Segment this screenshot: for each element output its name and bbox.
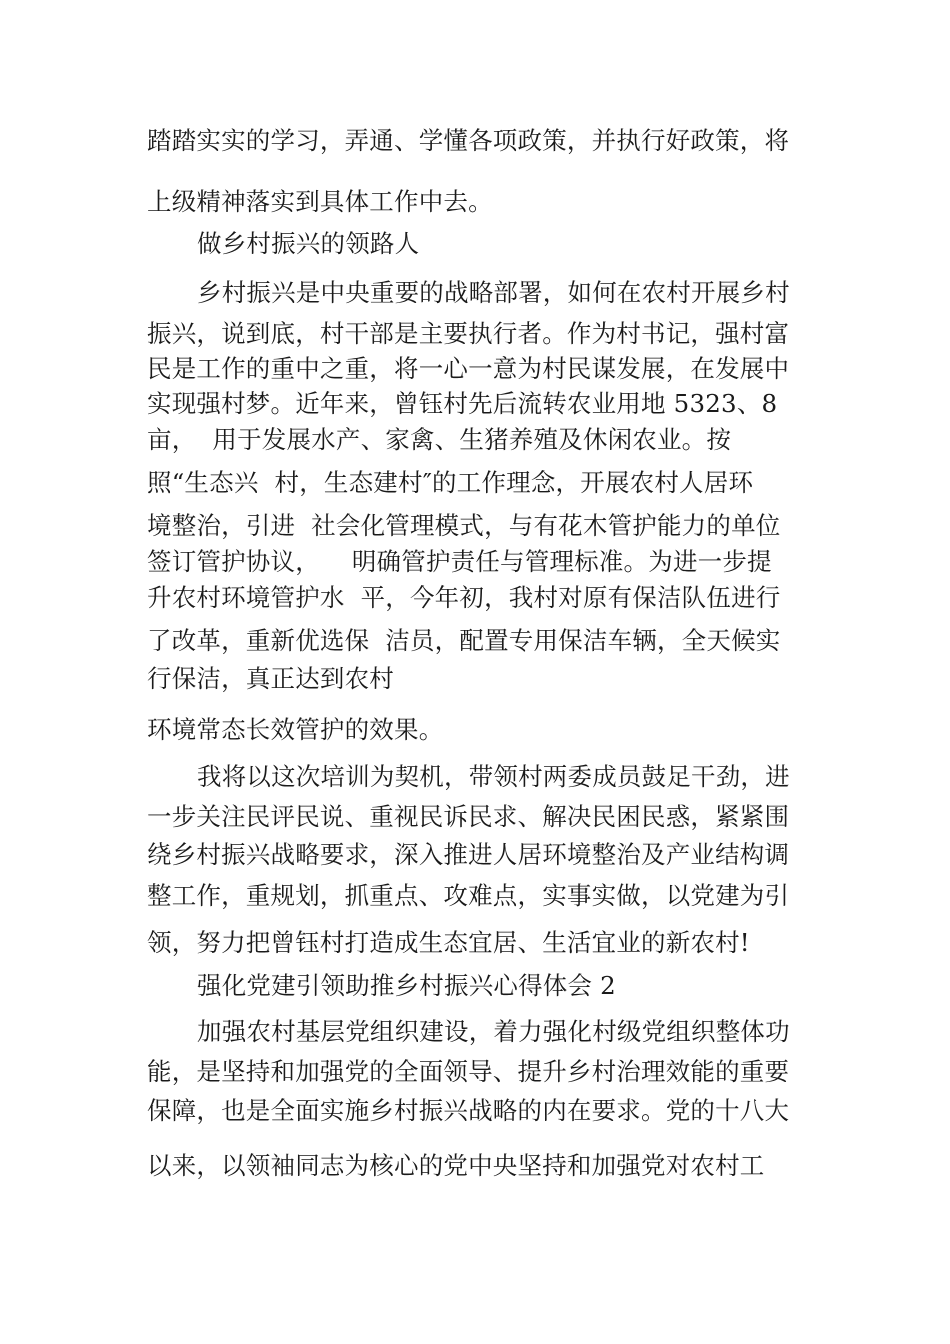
text-line: 振兴，说到底，村干部是主要执行者。作为村书记，强村富 bbox=[147, 319, 790, 348]
text-line: 亩， 用于发展水产、家禽、生猪养殖及休闲农业。按 bbox=[147, 425, 732, 454]
text-line: 以来，以领袖同志为核心的党中央坚持和加强党对农村工 bbox=[147, 1151, 765, 1180]
text-line: 签订管护协议， 明确管护责任与管理标准。为进一步提 bbox=[147, 547, 772, 576]
text-line: 环境常态长效管护的效果。 bbox=[147, 715, 444, 744]
text-line: 能，是坚持和加强党的全面领导、提升乡村治理效能的重要 bbox=[147, 1057, 790, 1086]
text-line: 了改革，重新优选保 洁员，配置专用保洁车辆，全天候实 bbox=[147, 626, 781, 655]
text-line: 整工作，重规划，抓重点、攻难点，实事实做，以党建为引 bbox=[147, 881, 790, 910]
section-heading: 强化党建引领助推乡村振兴心得体会 2 bbox=[197, 971, 616, 1000]
text-line: 踏踏实实的学习，弄通、学懂各项政策，并执行好政策，将 bbox=[147, 126, 790, 155]
text-line: 行保洁，真正达到农村 bbox=[147, 664, 394, 693]
text-line: 乡村振兴是中央重要的战略部署，如何在农村开展乡村 bbox=[197, 278, 790, 307]
text-line: 加强农村基层党组织建设，着力强化村级党组织整体功 bbox=[197, 1017, 790, 1046]
text-line: 领，努力把曾钰村打造成生态宜居、生活宜业的新农村! bbox=[147, 928, 750, 957]
text-line: 实现强村梦。近年来，曾钰村先后流转农业用地 5323、8 bbox=[147, 389, 778, 418]
text-line: 升农村环境管护水 平，今年初，我村对原有保洁队伍进行 bbox=[147, 583, 781, 612]
text-line: 我将以这次培训为契机，带领村两委成员鼓足干劲，进 bbox=[197, 762, 790, 791]
text-line: 保障，也是全面实施乡村振兴战略的内在要求。党的十八大 bbox=[147, 1096, 790, 1125]
text-line: 照“生态兴 村，生态建村″的工作理念，开展农村人居环 bbox=[147, 468, 754, 497]
text-line: 上级精神落实到具体工作中去。 bbox=[147, 187, 493, 216]
text-line: 绕乡村振兴战略要求，深入推进人居环境整治及产业结构调 bbox=[147, 840, 790, 869]
text-line: 境整治，引进 社会化管理模式，与有花木管护能力的单位 bbox=[147, 511, 781, 540]
text-line: 一步关注民评民说、重视民诉民求、解决民困民惑，紧紧围 bbox=[147, 802, 790, 831]
text-line: 民是工作的重中之重，将一心一意为村民谋发展，在发展中 bbox=[147, 354, 790, 383]
section-heading: 做乡村振兴的领路人 bbox=[197, 229, 420, 258]
